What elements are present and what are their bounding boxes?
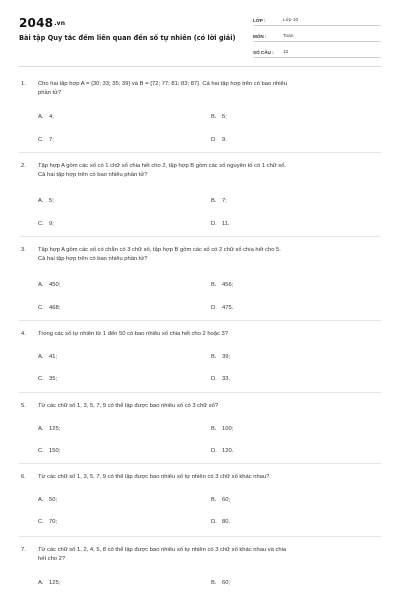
option-letter: B.	[211, 497, 217, 503]
question-number: 4.	[21, 331, 26, 337]
question-divider	[19, 236, 381, 237]
question-divider	[19, 320, 381, 321]
meta-label-subject: MÔN :	[253, 34, 267, 39]
option-text: 80.	[222, 519, 231, 525]
question-number: 5.	[21, 403, 26, 409]
option-letter: B.	[211, 580, 217, 586]
option-c[interactable]	[38, 137, 54, 143]
meta-value-subject: Toán	[283, 34, 294, 39]
option-text: 475.	[222, 305, 234, 311]
option-text: 7;	[49, 137, 54, 143]
option-text: 70;	[49, 519, 58, 525]
question-line: Cho hai tập hợp A = {30; 33; 35; 39} và B = {72; 77; 81; 83; 87}. Cả hai tập hợp trên có bao nhiêu	[38, 81, 288, 87]
site-logo[interactable]	[19, 16, 65, 30]
option-b[interactable]	[211, 426, 233, 432]
option-letter: B.	[211, 198, 217, 204]
option-a[interactable]	[38, 497, 57, 503]
worksheet-header	[0, 0, 400, 66]
option-text: 9;	[49, 221, 54, 227]
meta-label-count: SỐ CÂU :	[253, 50, 274, 55]
meta-label-class: LỚP :	[253, 18, 266, 23]
option-text: 5;	[49, 198, 54, 204]
option-text: 60;	[222, 497, 231, 503]
option-text: 150;	[49, 448, 61, 454]
option-text: 125;	[49, 426, 61, 432]
meta-row-subject	[253, 30, 381, 42]
option-letter: A.	[38, 354, 44, 360]
option-d[interactable]	[211, 221, 230, 227]
question-line: Cả hai tập hợp trên có bao nhiêu phần tử?	[38, 256, 148, 262]
option-letter: B.	[211, 354, 217, 360]
option-letter: D.	[211, 448, 217, 454]
option-text: 468;	[49, 305, 61, 311]
question-line: Từ các chữ số 1, 3, 5, 7, 9 có thể lập được bao nhiêu số tự nhiên có 3 chữ số khác nhau?	[38, 474, 270, 480]
option-letter: A.	[38, 114, 44, 120]
option-text: 41;	[49, 354, 58, 360]
header-divider	[19, 66, 381, 67]
option-b[interactable]	[211, 198, 227, 204]
option-letter: D.	[211, 137, 217, 143]
option-letter: B.	[211, 426, 217, 432]
option-letter: C.	[38, 376, 44, 382]
option-d[interactable]	[211, 448, 233, 454]
option-a[interactable]	[38, 580, 60, 586]
question-divider	[19, 392, 381, 393]
option-a[interactable]	[38, 114, 54, 120]
option-b[interactable]	[211, 114, 227, 120]
option-letter: C.	[38, 221, 44, 227]
option-text: 35;	[49, 376, 58, 382]
option-text: 100;	[222, 426, 234, 432]
question-line: Trong các số tự nhiên từ 1 đến 50 có bao nhiêu số chia hết cho 2 hoặc 3?	[38, 331, 228, 337]
question-divider	[19, 536, 381, 537]
option-text: 7;	[222, 198, 227, 204]
option-text: 120.	[222, 448, 234, 454]
option-b[interactable]	[211, 497, 230, 503]
question-text	[38, 246, 378, 264]
question-line: Cả hai tập hợp trên có bao nhiêu phần tử?	[38, 172, 148, 178]
question-divider	[19, 152, 381, 153]
question-text	[38, 330, 378, 339]
option-letter: C.	[38, 448, 44, 454]
option-a[interactable]	[38, 198, 54, 204]
meta-row-class	[253, 14, 381, 26]
meta-row-count	[253, 46, 381, 58]
option-a[interactable]	[38, 354, 57, 360]
meta-value-count: 10	[283, 50, 289, 55]
option-letter: C.	[38, 137, 44, 143]
option-letter: C.	[38, 305, 44, 311]
option-c[interactable]	[38, 448, 60, 454]
option-letter: D.	[211, 519, 217, 525]
option-text: 9.	[222, 137, 227, 143]
option-letter: B.	[211, 282, 217, 288]
option-d[interactable]	[211, 376, 230, 382]
option-b[interactable]	[211, 354, 230, 360]
question-text	[38, 473, 378, 482]
option-text: 60;	[222, 580, 231, 586]
question-line: Từ các chữ số 1, 2, 4, 5, 8 có thể lập được bao nhiêu số tự nhiên có 3 chữ số khác nhau và chia	[38, 547, 287, 553]
option-d[interactable]	[211, 137, 227, 143]
question-number: 1.	[21, 81, 26, 87]
option-letter: C.	[38, 519, 44, 525]
question-line: Từ các chữ số 1, 3, 5, 7, 9 có thể lập được bao nhiêu số có 3 chữ số?	[38, 403, 219, 409]
meta-value-class: Lớp 10	[283, 18, 299, 23]
question-text	[38, 402, 378, 411]
question-text	[38, 546, 378, 564]
option-letter: A.	[38, 497, 44, 503]
option-a[interactable]	[38, 426, 60, 432]
option-letter: A.	[38, 282, 44, 288]
option-c[interactable]	[38, 376, 57, 382]
question-text	[38, 162, 378, 180]
option-letter: A.	[38, 426, 44, 432]
question-divider	[19, 463, 381, 464]
option-text: 4;	[49, 114, 54, 120]
question-line: Tập hợp A gồm các số có chẵn có 3 chữ số, tập hợp B gồm các số có 2 chữ số chia hết cho 5.	[38, 247, 281, 253]
option-a[interactable]	[38, 282, 60, 288]
question-number: 3.	[21, 247, 26, 253]
option-c[interactable]	[38, 305, 60, 311]
option-letter: D.	[211, 376, 217, 382]
option-d[interactable]	[211, 305, 233, 311]
question-number: 6.	[21, 474, 26, 480]
option-d[interactable]	[211, 519, 230, 525]
option-text: 456;	[222, 282, 234, 288]
question-line: phần tử?	[38, 90, 62, 96]
option-text: 5;	[222, 114, 227, 120]
question-text	[38, 80, 378, 98]
option-text: 11.	[222, 221, 230, 227]
option-text: 450;	[49, 282, 61, 288]
option-c[interactable]	[38, 221, 54, 227]
option-b[interactable]	[211, 580, 230, 586]
worksheet-meta	[253, 14, 381, 62]
option-text: 39;	[222, 354, 231, 360]
worksheet-title: Bài tập Quy tắc đếm liên quan đến số tự nhiên (có lời giải)	[19, 34, 236, 42]
question-number: 2.	[21, 163, 26, 169]
question-number: 7.	[21, 547, 26, 553]
option-text: 33.	[222, 376, 231, 382]
logo-main: 2048	[19, 16, 54, 30]
option-letter: D.	[211, 221, 217, 227]
option-letter: D.	[211, 305, 217, 311]
option-text: 125;	[49, 580, 61, 586]
option-letter: A.	[38, 198, 44, 204]
option-letter: A.	[38, 580, 44, 586]
option-text: 50;	[49, 497, 58, 503]
option-letter: B.	[211, 114, 217, 120]
question-line: hết cho 2?	[38, 556, 66, 562]
logo-suffix: .vn	[54, 20, 66, 27]
option-b[interactable]	[211, 282, 233, 288]
question-line: Tập hợp A gồm các số có 1 chữ số chia hết cho 2, tập hợp B gồm các số nguyên tố có 1 chữ số.	[38, 163, 287, 169]
option-c[interactable]	[38, 519, 57, 525]
